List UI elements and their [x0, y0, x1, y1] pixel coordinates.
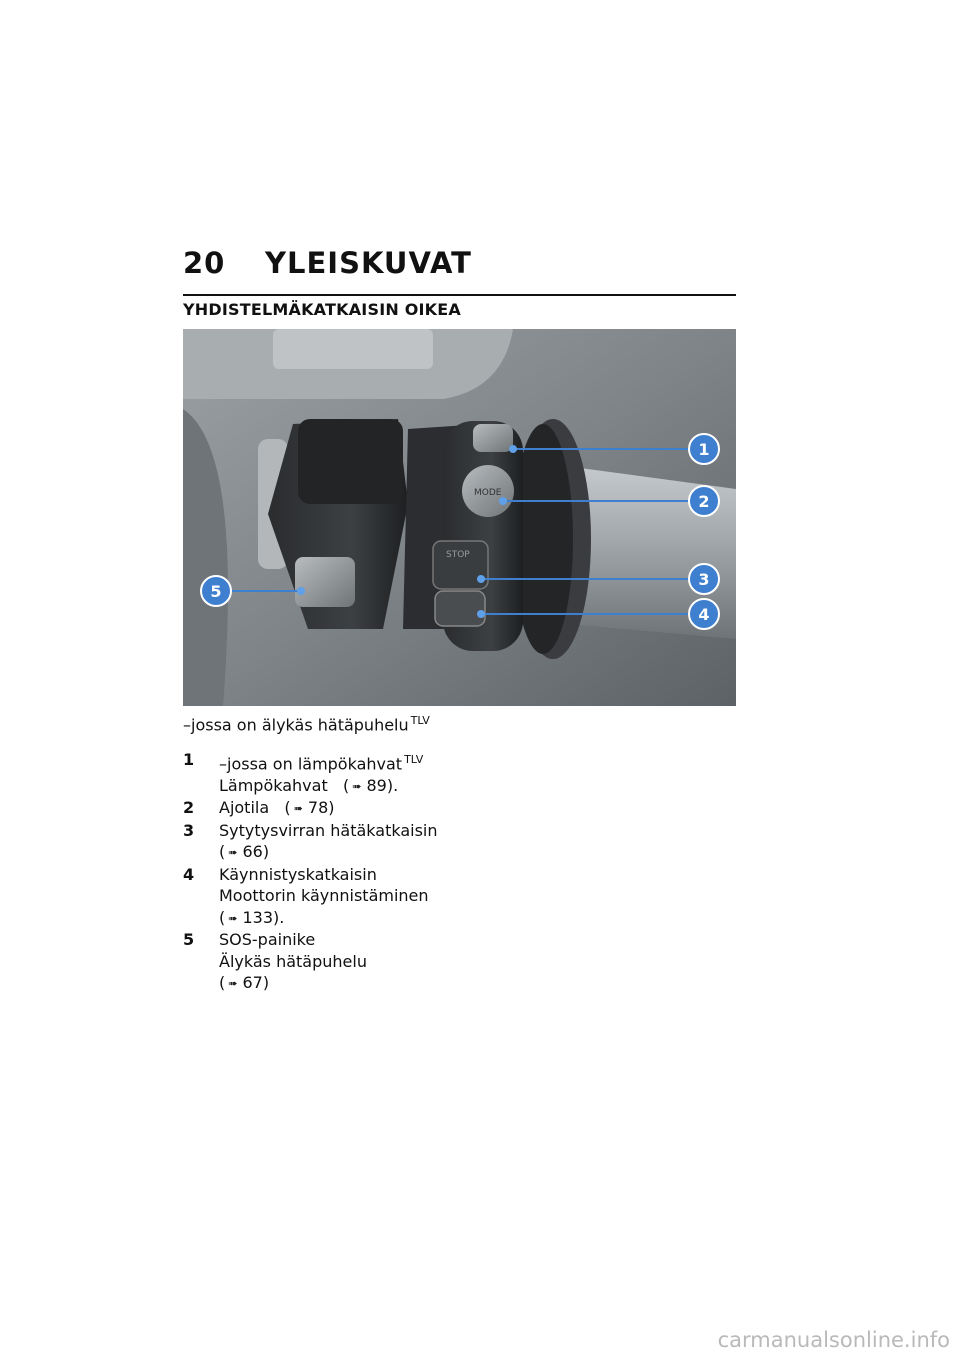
legend-line: Lämpökahvat [219, 775, 328, 795]
legend-line: Älykäs hätäpuhelu [219, 951, 367, 971]
photo-caption [183, 714, 430, 734]
legend-list [183, 749, 483, 995]
page-reference[interactable]: ( ➠ 66) [219, 841, 438, 864]
legend-item-5 [183, 929, 483, 995]
page-reference[interactable]: ( ➠ 78) [274, 798, 334, 817]
arrow-icon: ➠ [228, 846, 238, 860]
legend-number: 1 [183, 750, 195, 769]
arrow-icon: ➠ [228, 911, 238, 925]
legend-number: 4 [183, 864, 195, 884]
svg-text:3: 3 [698, 570, 710, 589]
page-header [183, 246, 736, 280]
page-reference[interactable]: ( ➠ 89). [333, 776, 398, 795]
legend-superscript: TLV [404, 753, 424, 766]
stop-button-label: STOP [446, 550, 470, 560]
section-title: YHDISTELMÄKATKAISIN OIKEA [183, 300, 461, 319]
legend-item-1 [183, 749, 483, 797]
callout-1 [689, 434, 719, 464]
page-number: 20 [183, 246, 226, 280]
legend-line: Käynnistyskatkaisin [219, 864, 377, 884]
legend-number: 3 [183, 820, 195, 840]
arrow-icon: ➠ [228, 977, 238, 991]
svg-text:5: 5 [210, 582, 222, 601]
legend-line: –jossa on lämpökahvat [219, 754, 403, 774]
caption-superscript: TLV [410, 714, 430, 727]
page-reference[interactable]: ( ➠ 67) [219, 972, 367, 995]
handlebar-switch-photo [183, 329, 736, 706]
callout-4 [689, 599, 719, 629]
watermark: carmanualsonline.info [717, 1328, 950, 1352]
legend-line: Ajotila [219, 798, 270, 818]
legend-line: SOS-painike [219, 930, 316, 950]
svg-text:2: 2 [698, 492, 710, 511]
arrow-icon: ➠ [293, 802, 303, 816]
page-reference[interactable]: ( ➠ 133). [219, 907, 429, 930]
legend-number: 2 [183, 798, 195, 818]
legend-line: Moottorin käynnistäminen [219, 886, 429, 906]
arrow-icon: ➠ [352, 779, 362, 793]
callout-5 [201, 576, 231, 606]
legend-line: Sytytysvirran hätäkatkaisin [219, 820, 438, 840]
svg-text:1: 1 [698, 440, 710, 459]
caption-text: –jossa on älykäs hätäpuhelu [183, 715, 409, 735]
legend-item-2 [183, 797, 483, 820]
chapter-title: YLEISKUVAT [265, 246, 472, 280]
svg-text:4: 4 [698, 605, 710, 624]
legend-item-3 [183, 820, 483, 864]
legend-number: 5 [183, 930, 195, 950]
callout-3 [689, 564, 719, 594]
mode-button-label: MODE [474, 488, 502, 498]
legend-item-4 [183, 864, 483, 930]
header-rule [183, 294, 736, 296]
callout-2 [689, 486, 719, 516]
